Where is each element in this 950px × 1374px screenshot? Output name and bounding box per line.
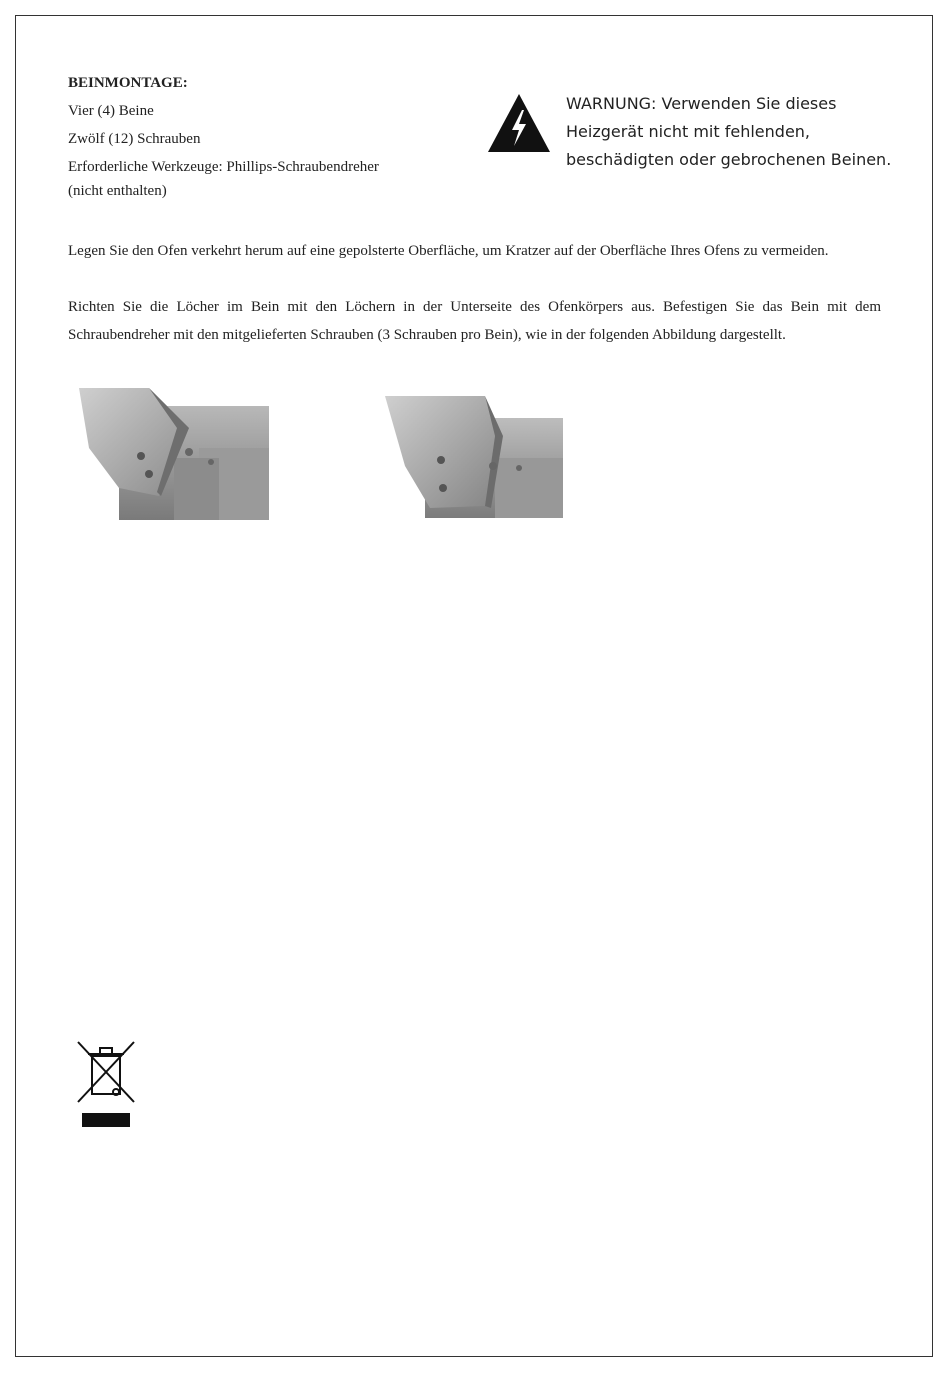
warning-line-3: beschädigten oder gebrochenen Beinen. [566, 150, 892, 169]
parts-item-screws: Zwölf (12) Schrauben [68, 131, 201, 147]
high-voltage-warning-icon [486, 92, 552, 154]
weee-crossed-bin-icon [76, 1040, 136, 1130]
section-heading: BEINMONTAGE: [68, 75, 188, 91]
warning-line-1: WARNUNG: Verwenden Sie dieses [566, 94, 837, 113]
instruction-paragraph-1: Legen Sie den Ofen verkehrt herum auf eine gepolsterte Oberfläche, um Kratzer auf der Oberfläche Ihres Ofens zu vermeiden. [68, 243, 829, 259]
page-border [15, 15, 933, 1357]
warning-text [566, 90, 896, 174]
instruction-paragraph-2: Richten Sie die Löcher im Bein mit den Löchern in der Unterseite des Ofenkörpers aus. Befestigen Sie das Bein mit dem Schraubendreher mit den mitgelieferten Schrauben (3 Schrauben pro Bein), wie in der folgenden Abbildung dargestellt. [68, 299, 881, 343]
leg-attachment-photo-step-2 [385, 396, 563, 518]
tools-required: Erforderliche Werkzeuge: Phillips-Schraubendreher [68, 159, 379, 175]
warning-line-2: Heizgerät nicht mit fehlenden, [566, 122, 811, 141]
tools-not-included: (nicht enthalten) [68, 183, 167, 199]
leg-attachment-photo-step-1 [79, 388, 269, 520]
parts-item-legs: Vier (4) Beine [68, 103, 154, 119]
